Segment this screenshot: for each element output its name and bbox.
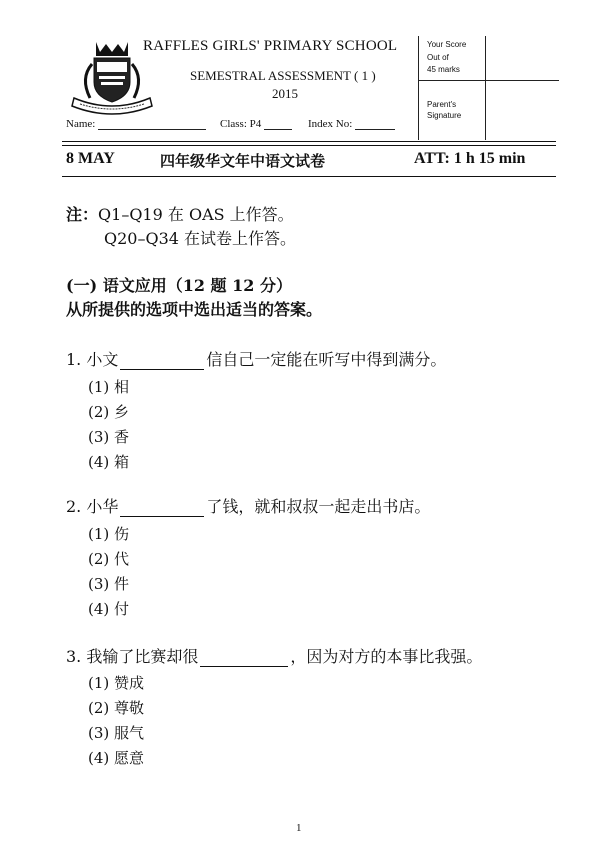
answer-blank: [120, 355, 204, 370]
question-number: 3.: [66, 647, 82, 666]
q1-option-3[interactable]: (3) 香: [88, 428, 130, 446]
index-label: Index No:: [308, 118, 353, 130]
note-prefix: 注：: [66, 205, 99, 224]
signature-label: Signature: [427, 111, 462, 120]
question-number: 1.: [66, 350, 82, 369]
class-label: Class: P4: [220, 118, 262, 130]
note-line-1: Q1–Q19 在 OAS 上作答。: [98, 205, 294, 224]
assessment-year: 2015: [272, 86, 298, 101]
page-number: 1: [296, 822, 302, 834]
q2-option-2[interactable]: (2) 代: [88, 550, 130, 568]
name-label: Name:: [66, 118, 96, 130]
answer-blank: [120, 502, 204, 517]
out-of-label: Out of: [427, 53, 449, 62]
exam-date: 8 MAY: [66, 150, 115, 167]
question-text-before: 小文: [86, 350, 119, 369]
q3-option-3[interactable]: (3) 服气: [88, 724, 145, 742]
top-rule-2: [62, 145, 556, 146]
question-text-after: 信自己一定能在听写中得到满分。: [206, 350, 447, 369]
total-marks-label: 45 marks: [427, 65, 460, 74]
name-field[interactable]: [66, 118, 206, 130]
question-3: [66, 647, 482, 667]
section-instruction: 从所提供的选项中选出适当的答案。: [66, 300, 323, 319]
question-number: 2.: [66, 497, 82, 516]
index-field[interactable]: [308, 118, 395, 130]
question-text-before: 小华: [86, 497, 119, 516]
q3-option-2[interactable]: (2) 尊敬: [88, 699, 145, 717]
exam-duration: ATT: 1 h 15 min: [414, 150, 526, 167]
section-heading: (一) 语文应用（12 题 12 分）: [66, 276, 292, 295]
question-text-after: 了钱，就和叔叔一起走出书店。: [206, 497, 431, 516]
question-text-before: 我输了比赛却很: [86, 647, 199, 666]
your-score-label: Your Score: [427, 40, 467, 49]
q3-option-4[interactable]: (4) 愿意: [88, 749, 145, 767]
q3-option-1[interactable]: (1) 赞成: [88, 674, 145, 692]
question-text-after: ，因为对方的本事比我强。: [290, 647, 483, 666]
answer-blank: [200, 652, 288, 667]
score-box: [418, 36, 553, 140]
assessment-title: SEMESTRAL ASSESSMENT ( 1 ): [190, 68, 376, 83]
bottom-rule: [62, 176, 556, 177]
q2-option-1[interactable]: (1) 伤: [88, 525, 130, 543]
q1-option-4[interactable]: (4) 箱: [88, 453, 130, 471]
class-field[interactable]: [220, 118, 292, 130]
q1-option-2[interactable]: (2) 乡: [88, 403, 130, 421]
question-2: [66, 497, 430, 517]
q2-option-4[interactable]: (4) 付: [88, 600, 130, 618]
q2-option-3[interactable]: (3) 件: [88, 575, 130, 593]
note-line-2: Q20–Q34 在试卷上作答。: [104, 229, 297, 248]
top-rule: [62, 141, 556, 142]
parents-label: Parent's: [427, 100, 457, 109]
q1-option-1[interactable]: (1) 相: [88, 378, 130, 396]
exam-title: 四年级华文年中语文试卷: [160, 152, 326, 170]
question-1: [66, 350, 446, 370]
school-name: RAFFLES GIRLS' PRIMARY SCHOOL: [143, 38, 398, 54]
note-block: [66, 205, 294, 225]
